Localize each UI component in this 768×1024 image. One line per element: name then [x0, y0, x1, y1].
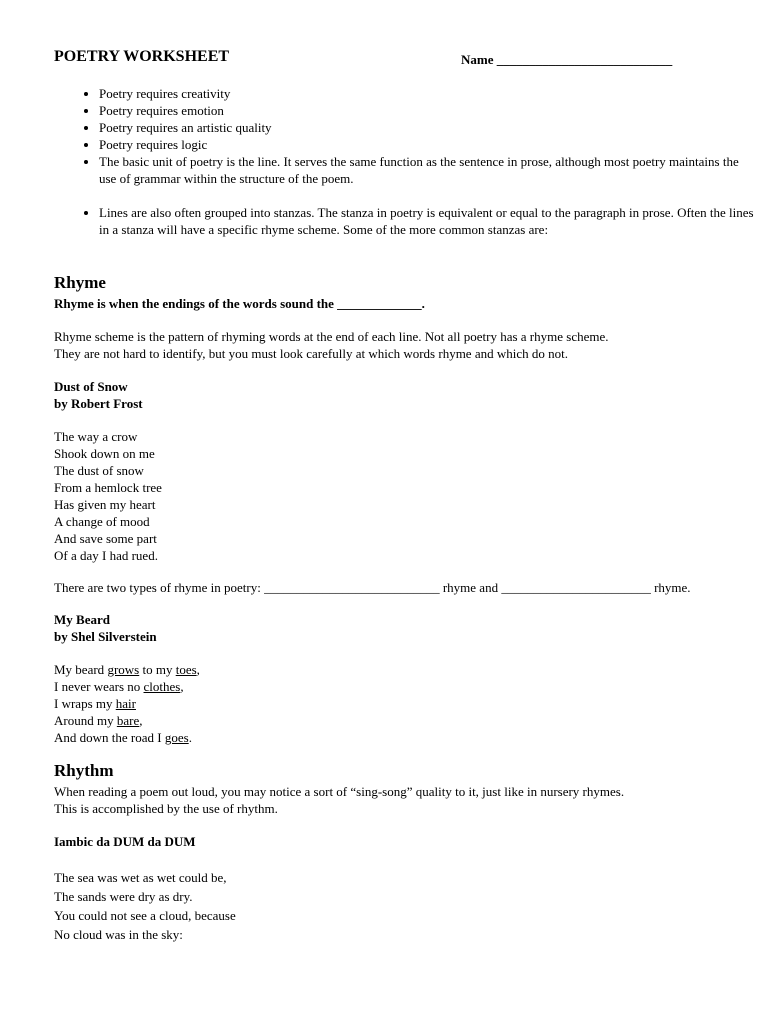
line-text: And down the road I — [54, 730, 165, 745]
rhythm-poem-lines — [54, 869, 236, 945]
line-text: , — [180, 679, 184, 694]
poem-line: Of a day I had rued. — [54, 548, 158, 563]
rhyme-word: bare — [116, 713, 140, 728]
rhythm-paragraph-line-2: This is accomplished by the use of rhythm. — [54, 801, 278, 816]
poem-line: A change of mood — [54, 514, 150, 529]
bullet-item: • Poetry requires emotion — [99, 102, 759, 119]
rhyme-scheme-line-1: Rhyme scheme is the pattern of rhyming words at the end of each line. Not all poetry has a rhyme scheme. — [54, 329, 609, 344]
line-text: I wraps my — [54, 696, 116, 711]
rhyme-heading: Rhyme — [54, 273, 106, 292]
rhyme-word: clothes — [143, 679, 181, 694]
poem-line: The sea was wet as wet could be, — [54, 870, 227, 885]
intro-bullet-list — [54, 85, 759, 238]
line-text: . — [188, 730, 192, 745]
poem-line: The way a crow — [54, 429, 138, 444]
poem1-lines — [54, 428, 162, 564]
bullet-item: • Poetry requires creativity — [99, 85, 759, 102]
page-title: POETRY WORKSHEET — [54, 48, 230, 65]
poem1-title: Dust of Snow — [54, 379, 128, 394]
poem-line: And save some part — [54, 531, 157, 546]
poem-line: You could not see a cloud, because — [54, 908, 236, 923]
rhyme-word: goes — [164, 730, 189, 745]
line-text: to my — [139, 662, 176, 677]
bullet-item: • Lines are also often grouped into stanzas. The stanza in poetry is equivalent or equal to the paragraph in prose. Often the lines in a stanza will have a specific rhyme scheme. Some of the more common stanzas are: — [99, 204, 759, 238]
poem-line: No cloud was in the sky: — [54, 927, 183, 942]
rhyme-definition-text: Rhyme is when the endings of the words sound the — [54, 296, 338, 311]
line-text: Around my — [54, 713, 117, 728]
poem1-author: by Robert Frost — [54, 396, 143, 411]
line-text: I never wears no — [54, 679, 144, 694]
poem-line: The sands were dry as dry. — [54, 889, 193, 904]
rhyme-types-question: There are two types of rhyme in poetry: ___________________________ rhyme and _______________________ rhyme. — [54, 580, 691, 595]
poem2-title: My Beard — [54, 612, 110, 627]
poem-line: Has given my heart — [54, 497, 156, 512]
poem-line — [54, 695, 200, 712]
rhyme-definition-blank: _____________. — [337, 296, 425, 311]
poem-line — [54, 729, 200, 746]
poem-line: Shook down on me — [54, 446, 155, 461]
poem2-lines — [54, 661, 200, 746]
iambic-label: Iambic da DUM da DUM — [54, 834, 196, 849]
poem-line — [54, 678, 200, 695]
rhythm-paragraph-line-1: When reading a poem out loud, you may notice a sort of “sing-song” quality to it, just like in nursery rhymes. — [54, 784, 625, 799]
rhyme-word: grows — [107, 662, 140, 677]
bullet-item: • The basic unit of poetry is the line. It serves the same function as the sentence in prose, although most poetry maintains the use of grammar within the structure of the poem. — [99, 153, 759, 187]
poem-line — [54, 712, 200, 729]
poem-line: From a hemlock tree — [54, 480, 162, 495]
rhythm-heading: Rhythm — [54, 761, 114, 780]
rhyme-definition — [54, 295, 425, 312]
rhyme-scheme-line-2: They are not hard to identify, but you must look carefully at which words rhyme and which do not. — [54, 346, 568, 361]
line-text: My beard — [54, 662, 108, 677]
line-text: , — [196, 662, 200, 677]
line-text: , — [139, 713, 143, 728]
rhyme-word: hair — [115, 696, 136, 711]
bullet-item: • Poetry requires logic — [99, 136, 759, 153]
name-field: Name ___________________________ — [461, 52, 673, 67]
poem2-author: by Shel Silverstein — [54, 629, 157, 644]
poem-line — [54, 661, 200, 678]
rhyme-word: toes — [175, 662, 197, 677]
bullet-item: • Poetry requires an artistic quality — [99, 119, 759, 136]
poem-line: The dust of snow — [54, 463, 144, 478]
